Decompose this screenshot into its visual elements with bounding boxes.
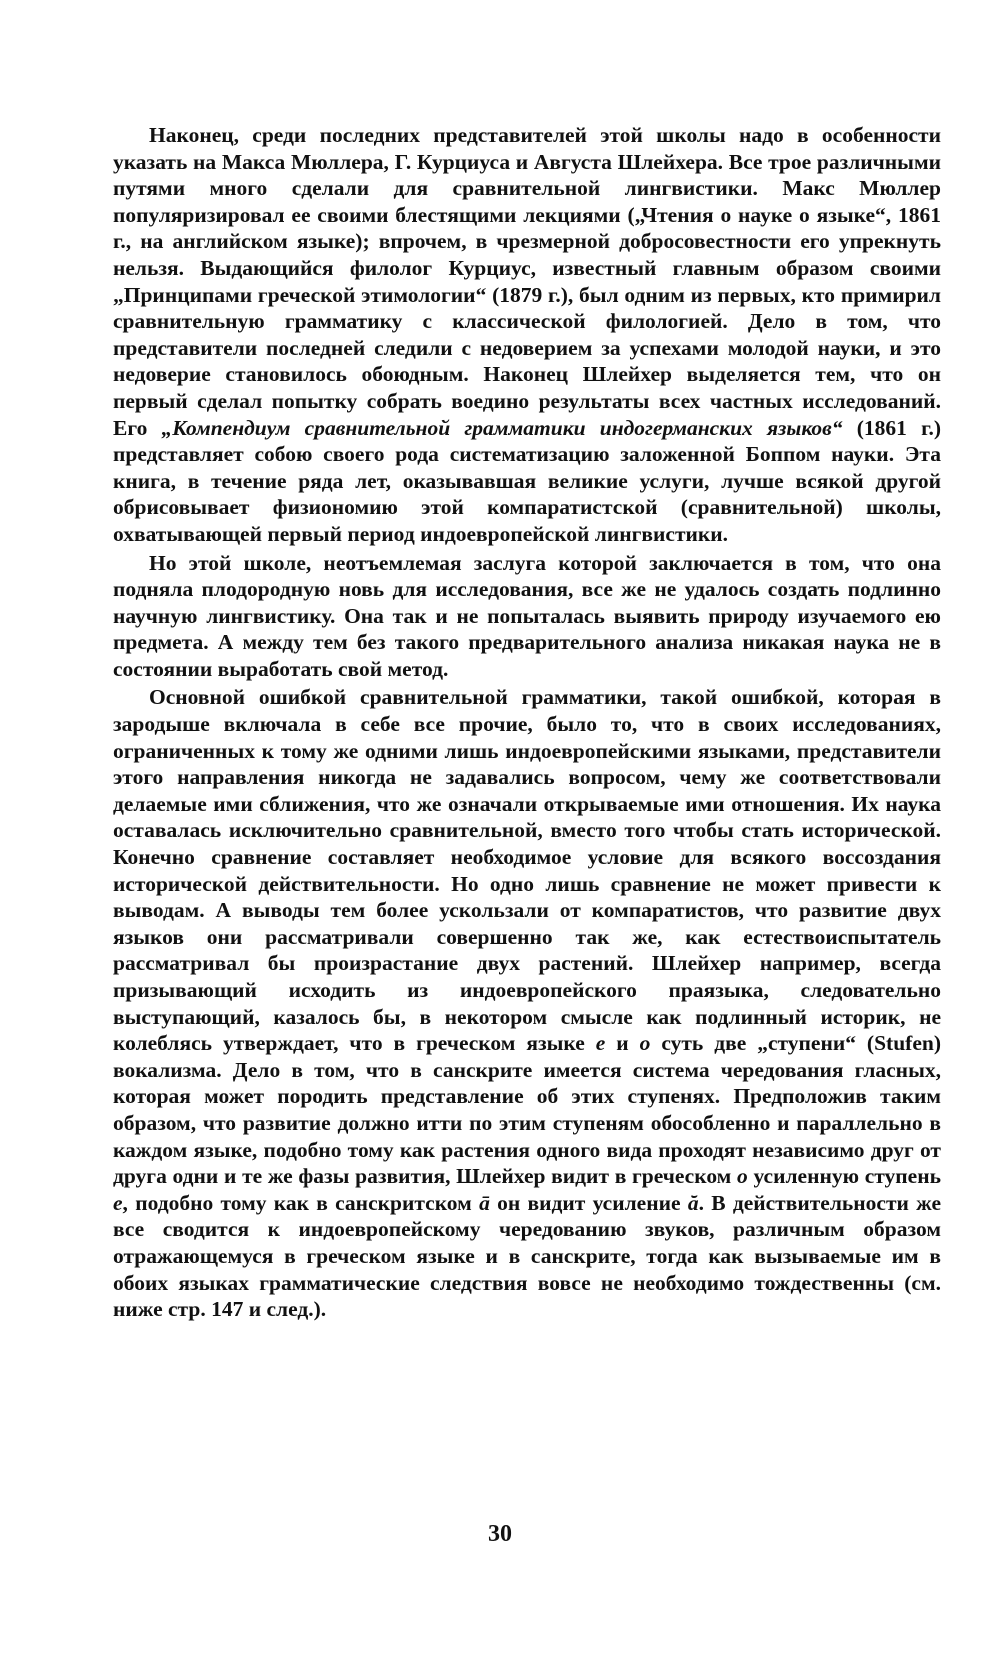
paragraph-2 [113,550,941,683]
paragraph-3-text-a: Основной ошибкой сравнительной грамматики, такой ошибкой, которая в зародыше включала в себе все прочие, было то, что в своих исследованиях, ограниченных к тому же одними лишь индоевропейскими языками, представители этого направления никогда не задавались вопросом, чему же соответствовали делаемые ими сближения, что же означали открываемые ими отношения. Их наука оставалась исключительно сравнительной, вместо того чтобы стать исторической. Конечно сравнение составляет необходимое условие для всякого воссоздания исторической действительности. Но одно лишь сравнение не может привести к выводам. А выводы тем более ускользали от компаратистов, что развитие двух языков они рассматривали совершенно так же, как естествоиспытатель рассматривал бы произрастание двух растений. Шлейхер например, всегда призывающий исходить из индоевропейского праязыка, следовательно выступающий, казалось бы, в некотором смысле как подлинный историк, не колеблясь утверждает, что в греческом языке [113,685,941,1056]
paragraph-3 [113,684,941,1322]
vowel-o: o [639,1031,651,1056]
page-number: 30 [488,1521,512,1547]
paragraph-3-text-d: усиленную ступень [747,1164,941,1189]
vowel-e-greek: e [113,1190,123,1215]
vowel-o-greek: o [737,1164,748,1189]
vowel-e: e [595,1031,606,1056]
paragraph-1 [113,122,941,548]
compendium-title: „Компендиум сравнительной грамматики индогерманских языков“ [161,415,843,440]
paragraph-1-text-a: Наконец, среди последних представителей этой школы надо в особенности указать на Макса Мюллера, Г. Курциуса и Августа Шлейхера. Все трое различными путями много сделали для сравнительной лингвистики. Макс Мюллер популяризировал ее своими блестящими лекциями („Чтения о науке о языке“, 1861 г., на английском языке); впрочем, в чрезмерной добросовестности его упрекнуть нельзя. Выдающийся филолог Курциус, известный главным образом своими „Принципами греческой этимологии“ (1879 г.), был одним из первых, кто примирил сравнительную грамматику с классической филологией. Дело в том, что представители последней следили с недоверием за успехами молодой науки, и это недоверие становилось обоюдным. Наконец Шлейхер выделяется тем, что он первый сделал попытку собрать воедино результаты всех частных исследований. Его [113,123,941,440]
paragraph-3-text-c: суть две „ступени“ (Stufen) вокализма. Дело в том, что в санскрите имеется система чередования гласных, которая может породить представление об этих ступенях. Предположив таким образом, что развитие должно итти по этим ступеням обособленно и параллельно в каждом языке, подобно тому как растения одного вида проходят независимо друг от друга одни и те же фазы развития, Шлейхер видит в греческом [113,1031,941,1189]
vowel-a-long: ā [479,1190,490,1215]
paragraph-3-text-f: он видит усиление [489,1190,688,1215]
paragraph-3-text-g: . В действительности же все сводится к индоевропейскому чередованию звуков, различным образом отражающемуся в греческом языке и в санскрите, тогда как вызываемые им в обоих языках грамматические следствия вовсе не необходимо тождественны (см. ниже стр. 147 и след.). [113,1190,942,1322]
paragraph-2-text: Но этой школе, неотъемлемая заслуга которой заключается в том, что она подняла плодородную новь для исследования, все же не удалось создать подлинно научную лингвистику. Она так и не попыталась выявить природу изучаемого ею предмета. А между тем без такого предварительного анализа никакая наука не в состоянии выработать свой метод. [113,550,941,681]
paragraph-1-text-b: (1861 г.) представляет собою своего рода систематизацию заложенной Боппом науки. Эта книга, в течение ряда лет, оказывавшая великие услуги, лучше всякой другой обрисовывает физиономию этой компаратистской (сравнительной) школы, охватывающей первый период индоевропейской лингвистики. [113,415,941,546]
page-body [113,122,941,1323]
vowel-a-short: ă [687,1190,699,1215]
paragraph-3-text-e: , подобно тому как в санскритском [122,1190,480,1215]
paragraph-3-text-b: и [605,1031,640,1056]
